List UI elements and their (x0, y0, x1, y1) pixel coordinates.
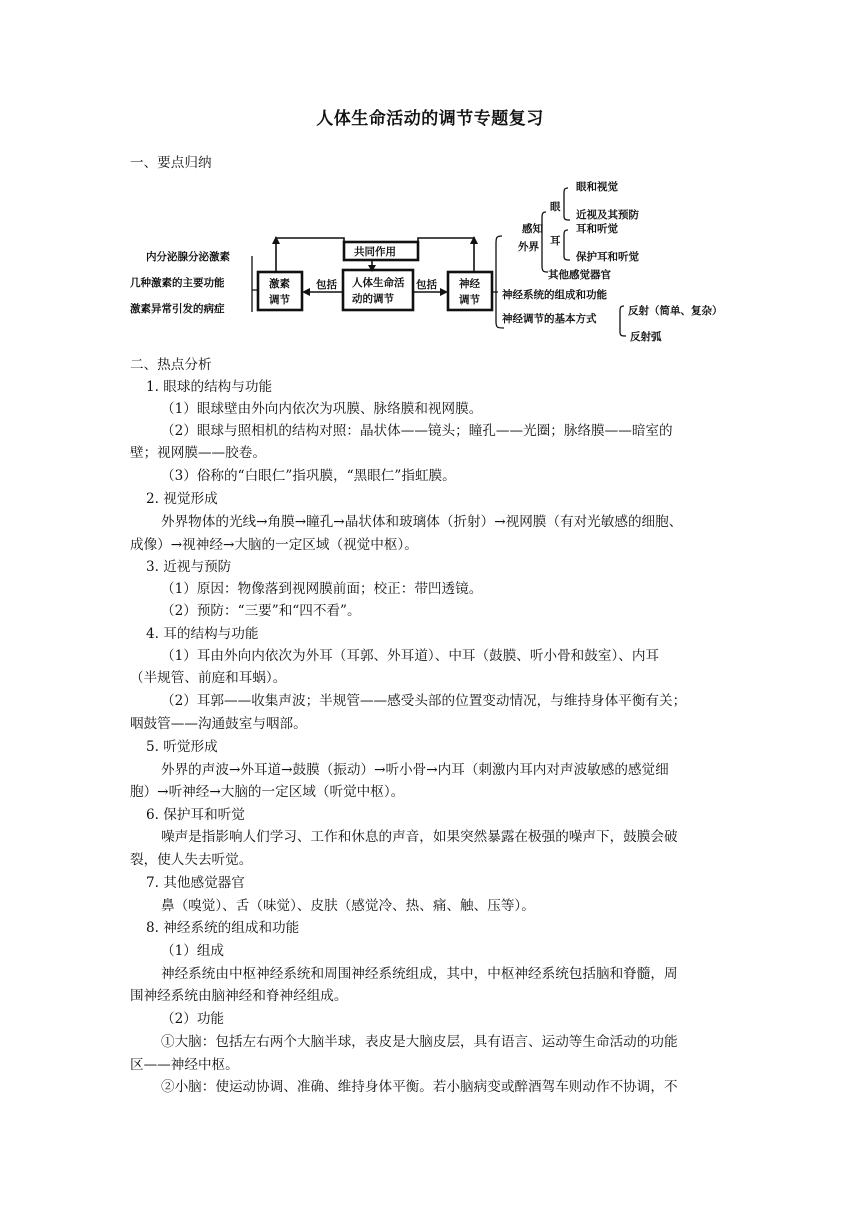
joint-action-text: 共同作用 (354, 246, 396, 258)
reflex-bracket (620, 306, 626, 336)
text-line: 噪声是指影响人们学习、工作和休息的声音，如果突然暴露在极强的噪声下，鼓膜会破 (161, 829, 678, 845)
text-line: 1. 眼球的结构与功能 (146, 379, 273, 395)
right-edge-label: 包括 (416, 279, 437, 291)
text-line: 4. 耳的结构与功能 (146, 626, 259, 642)
text-line: （2）功能 (161, 1011, 225, 1027)
page-title: 人体生命活动的调节专题复习 (316, 109, 544, 129)
top-left-connector (276, 238, 344, 272)
text-line: 鼻（嗅觉）、舌（味觉）、皮肤（感觉冷、热、痛、触、压等）。 (161, 898, 535, 914)
arrow-head (272, 236, 280, 244)
other-organs-text: 其他感觉器官 (548, 269, 611, 281)
text-line: 胞）→听神经→大脑的一定区域（听觉中枢）。 (130, 784, 405, 800)
text-line: 裂，使人失去听觉。 (130, 852, 253, 868)
text-line: （1）耳由外向内依次为外耳（耳郭、外耳道）、中耳（鼓膜、听小骨和鼓室）、内耳 (161, 648, 660, 664)
text-line: 咽鼓管——沟通鼓室与咽部。 (130, 716, 307, 732)
ear-item: 保护耳和听觉 (576, 251, 639, 263)
eye-item: 眼和视觉 (576, 181, 618, 193)
text-line: 8. 神经系统的组成和功能 (146, 920, 300, 936)
text-line: （1）组成 (161, 943, 225, 959)
text-line: 2. 视觉形成 (146, 491, 218, 507)
text-line: 5. 听觉形成 (146, 739, 218, 755)
eye-label: 眼 (550, 201, 561, 213)
text-line: 6. 保护耳和听觉 (146, 807, 245, 823)
text-line: （3）俗称的“白眼仁”指巩膜，“黑眼仁”指虹膜。 (161, 468, 456, 484)
text-line: （1）眼球壁由外向内依次为巩膜、脉络膜和视网膜。 (161, 401, 483, 417)
text-line: （2）预防：“三要”和“四不看”。 (161, 603, 361, 619)
reflex-item: 反射（简单、复杂） (628, 305, 723, 317)
text-line: ②小脑：使运动协调、准确、维持身体平衡。若小脑病变或醉酒驾车则动作不协调，不 (161, 1079, 678, 1095)
reflex-item: 反射弧 (630, 331, 662, 343)
text-line: 区——神经中枢。 (130, 1057, 239, 1073)
text-line: 成像）→视神经→大脑的一定区域（视觉中枢）。 (130, 537, 418, 553)
eye-bracket (564, 188, 570, 220)
left-edge-label: 包括 (316, 279, 337, 291)
text-line: 7. 其他感觉器官 (146, 875, 245, 891)
eye-item: 近视及其预防 (576, 209, 639, 221)
text-line: 外界物体的光线→角膜→瞳孔→晶状体和玻璃体（折射）→视网膜（有对光敏感的细胞、 (161, 514, 683, 530)
text-line: （1）原因：物像落到视网膜前面；校正：带凹透镜。 (161, 581, 483, 597)
text-line: 壁；视网膜——胶卷。 (130, 445, 266, 461)
text-line: ①大脑：包括左右两个大脑半球，表皮是大脑皮层，具有语言、运动等生命活动的功能 (161, 1034, 678, 1050)
text-line: （2）耳郭——收集声波；半规管——感受头部的位置变动情况，与维持身体平衡有关； (161, 693, 687, 709)
text-line: 神经系统由中枢神经系统和周围神经系统组成，其中，中枢神经系统包括脑和脊髓，周 (161, 966, 678, 982)
ear-item: 耳和听觉 (576, 223, 618, 235)
text-line: 二、热点分析 (130, 357, 212, 373)
nerve-system-text: 神经系统的组成和功能 (502, 289, 607, 301)
ear-label: 耳 (550, 235, 561, 247)
text-line: 3. 近视与预防 (146, 559, 232, 575)
perception-bracket (542, 212, 548, 272)
center-box-text: 动的调节 (352, 293, 394, 305)
hormone-box-text: 调节 (269, 294, 290, 306)
ear-bracket (564, 230, 570, 260)
section-heading: 一、要点归纳 (130, 155, 212, 171)
nerve-basic-text: 神经调节的基本方式 (502, 313, 597, 325)
top-right-connector (418, 238, 474, 272)
text-line: 外界的声波→外耳道→鼓膜（振动）→听小骨→内耳（刺激内耳内对声波敏感的感觉细 (161, 762, 669, 778)
perception-text: 外界 (518, 241, 539, 253)
diagram-left-item: 激素异常引发的病症 (130, 303, 225, 315)
text-line: （半规管、前庭和耳蜗）。 (130, 670, 287, 686)
perception-text: 感知 (522, 223, 543, 235)
nerve-box-text: 神经 (459, 278, 480, 290)
hormone-box-text: 激素 (269, 278, 290, 290)
concept-map-diagram (126, 174, 746, 350)
center-box-text: 人体生命活 (352, 277, 405, 289)
diagram-left-item: 几种激素的主要功能 (130, 277, 225, 289)
arrow-head (470, 236, 478, 244)
nerve-box-text: 调节 (459, 294, 480, 306)
text-line: 围神经系统由脑神经和脊神经组成。 (130, 988, 348, 1004)
diagram-left-item: 内分泌腺分泌激素 (146, 251, 230, 263)
text-line: （2）眼球与照相机的结构对照：晶状体——镜头；瞳孔——光圈；脉络膜——暗室的 (161, 423, 673, 439)
